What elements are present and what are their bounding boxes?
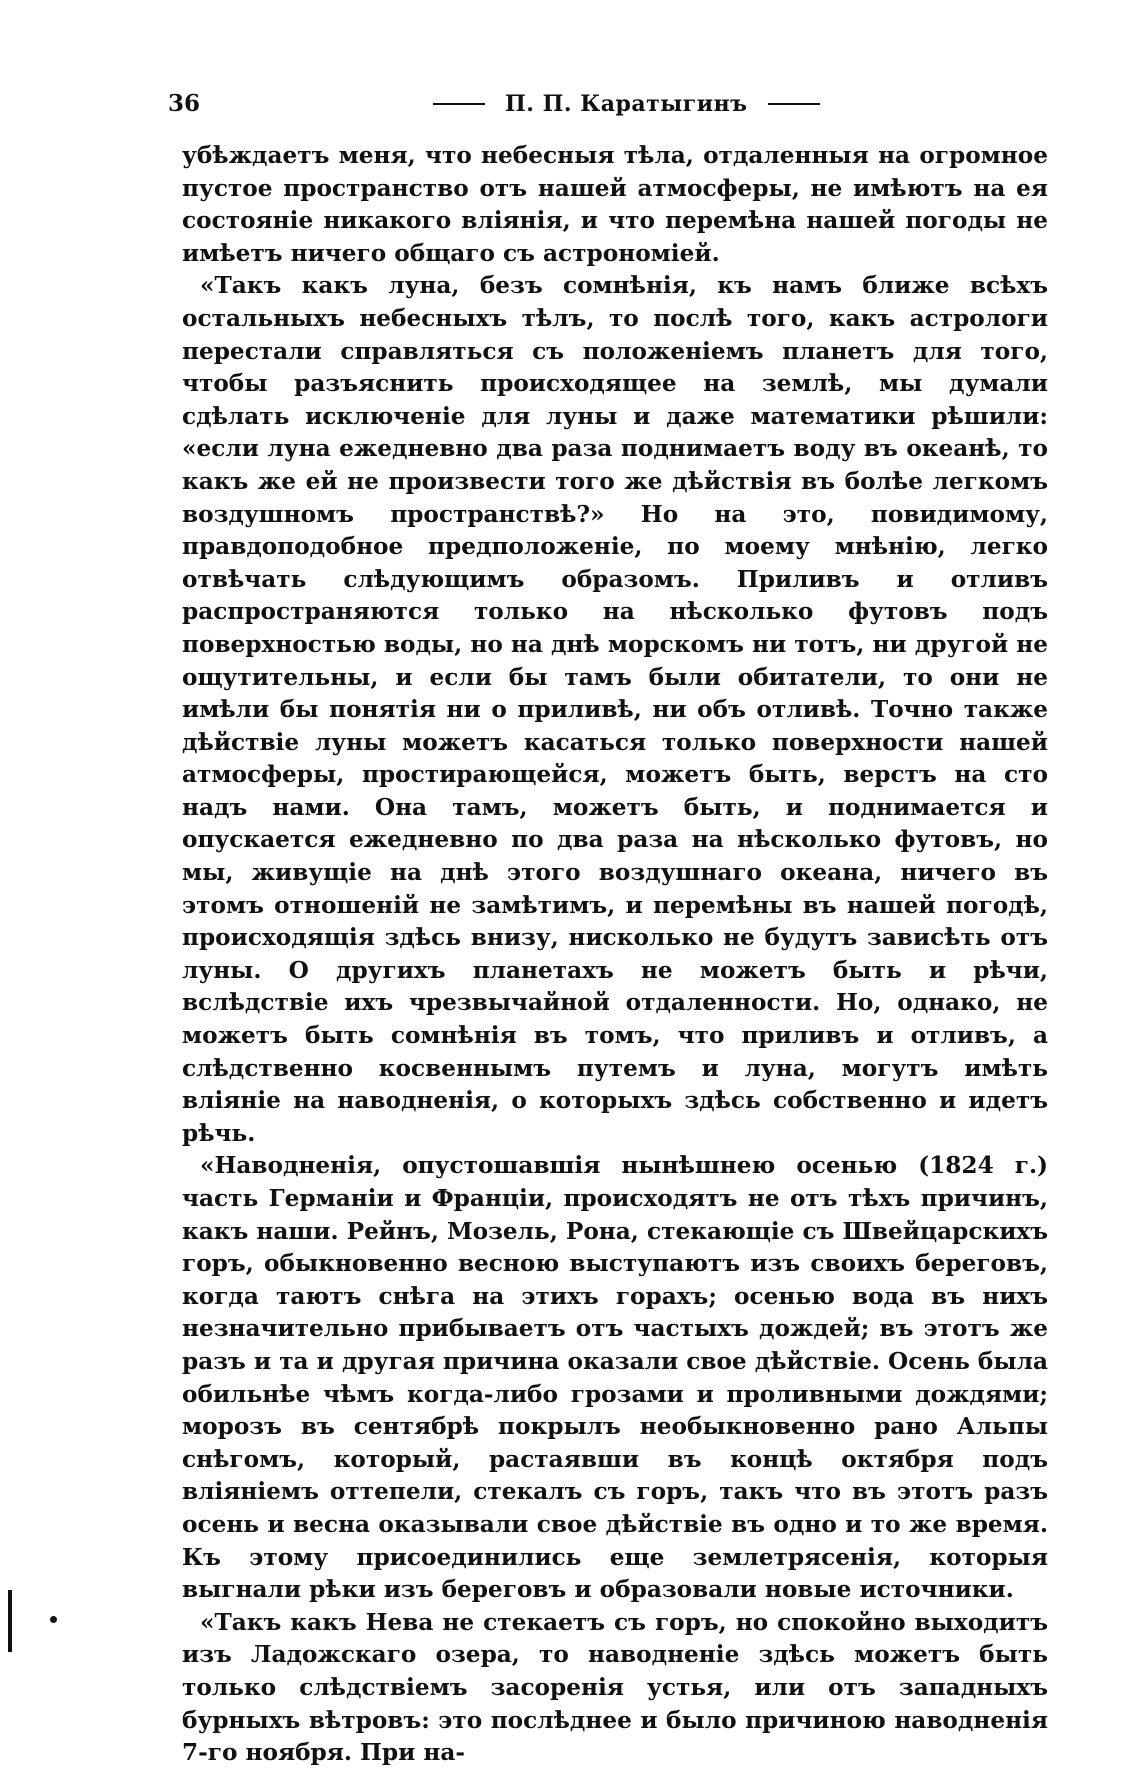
page-number: 36 [168, 90, 201, 117]
scan-margin-dot [50, 1616, 57, 1623]
running-head [413, 84, 840, 124]
running-title: П. П. Каратыгинъ [505, 91, 748, 117]
header-rule-left [433, 103, 485, 105]
page-header [168, 84, 1048, 124]
scan-margin-bar [8, 1590, 12, 1652]
paragraph: «Наводненія, опустошавшія нынѣшнею осенью (1824 г.) часть Германіи и Франціи, происходятъ не отъ тѣхъ причинъ, какъ наши. Рейнъ, Мозель, Рона, стекающіе съ Швейцарскихъ горъ, обыкновенно весною выступаютъ изъ своихъ береговъ, когда таютъ снѣга на этихъ горахъ; осенью вода въ нихъ незначительно прибываетъ отъ частыхъ дождей; въ этотъ же разъ и та и другая причина оказали свое дѣйствіе. Осень была обильнѣе чѣмъ когда-либо грозами и проливными дождями; морозъ въ сентябрѣ покрылъ необыкновенно рано Альпы снѣгомъ, который, растаявши въ концѣ октября подъ вліяніемъ оттепели, стекалъ съ горъ, такъ что въ этотъ разъ осень и весна оказывали свое дѣйствіе въ одно и то же время. Къ этому присоединились еще землетрясенія, которыя выгнали рѣки изъ береговъ и образовали новые источники. [182, 1152, 1048, 1604]
paragraph: «Такъ какъ Нева не стекаетъ съ горъ, но спокойно выходитъ изъ Ладожскаго озера, то наводненіе здѣсь можетъ быть только слѣдствіемъ засоренія устья, или отъ западныхъ бурныхъ вѣтровъ: это послѣднее и было причиною наводненія 7-го ноября. При на- [182, 1608, 1048, 1767]
header-rule-right [768, 103, 820, 105]
paragraph: убѣждаетъ меня, что небесныя тѣла, отдаленныя на огромное пустое пространство отъ нашей атмосферы, не имѣютъ на ея состояніе никакого вліянія, и что перемѣна нашей погоды не имѣетъ ничего общаго съ астрономіей. [182, 142, 1048, 267]
body-text [182, 140, 1048, 1770]
paragraph: «Такъ какъ луна, безъ сомнѣнія, къ намъ ближе всѣхъ остальныхъ небесныхъ тѣлъ, то послѣ того, какъ астрологи перестали справляться съ положеніемъ планетъ для того, чтобы разъяснить происходящее на землѣ, мы думали сдѣлать исключеніе для луны и даже математики рѣшили: «если луна ежедневно два раза поднимаетъ воду въ океанѣ, то какъ же ей не произвести того же дѣйствія въ болѣе легкомъ воздушномъ пространствѣ?» Но на это, повидимому, правдоподобное предположеніе, по моему мнѣнію, легко отвѣчать слѣдующимъ образомъ. Приливъ и отливъ распространяются только на нѣсколько футовъ подъ поверхностью воды, но на днѣ морскомъ ни тотъ, ни другой не ощутительны, и если бы тамъ были обитатели, то они не имѣли бы понятія ни о приливѣ, ни объ отливѣ. Точно также дѣйствіе луны можетъ касаться только поверхности нашей атмосферы, простирающейся, можетъ быть, верстъ на сто надъ нами. Она тамъ, можетъ быть, и поднимается и опускается ежедневно по два раза на нѣсколько футовъ, но мы, живущіе на днѣ этого воздушнаго океана, ничего въ этомъ отношеній не замѣтимъ, и перемѣны въ нашей погодѣ, происходящія здѣсь внизу, нисколько не будутъ зависѣть отъ луны. О другихъ планетахъ не можетъ быть и рѣчи, вслѣдствіе ихъ чрезвычайной отдаленности. Но, однако, не можетъ быть сомнѣнія въ томъ, что приливъ и отливъ, а слѣдственно косвеннымъ путемъ и луна, могутъ имѣть вліяніе на наводненія, о которыхъ здѣсь собственно и идетъ рѣчь. [182, 272, 1048, 1147]
